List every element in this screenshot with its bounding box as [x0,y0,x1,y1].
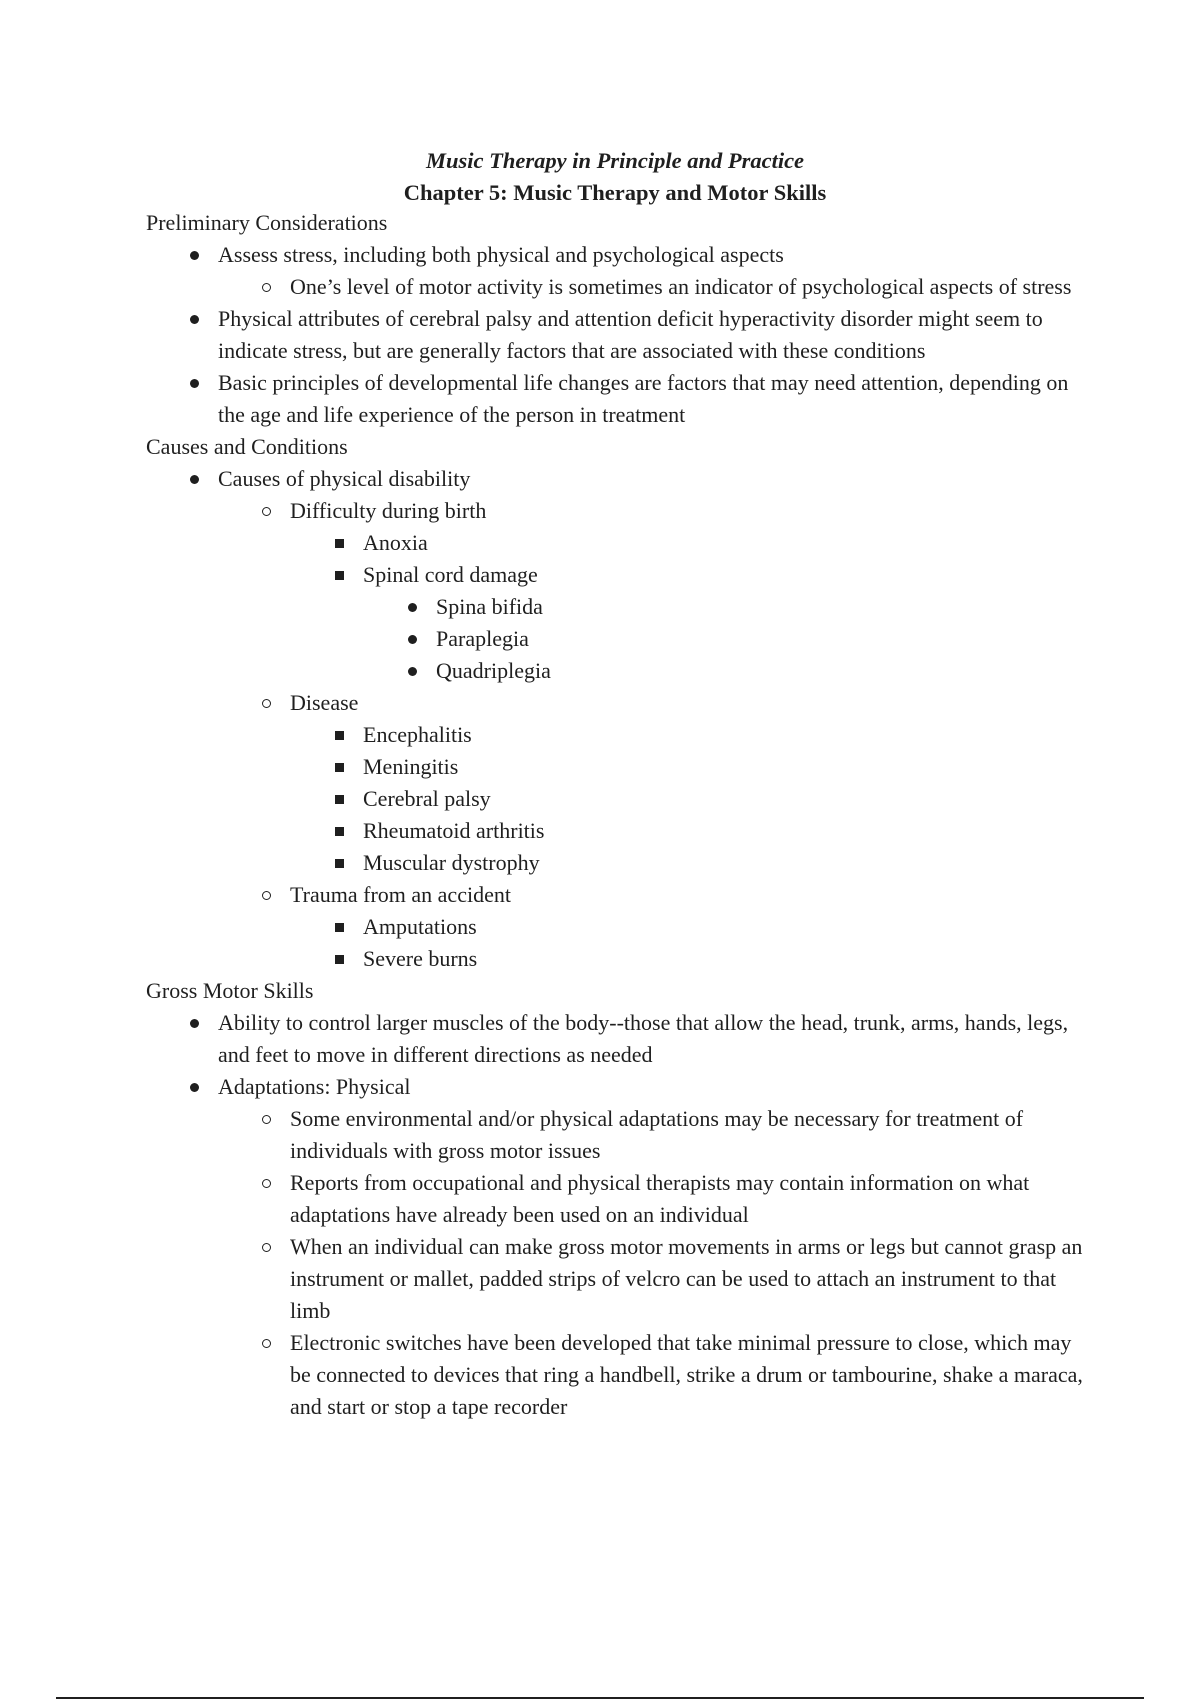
list-item-text: Trauma from an accident [290,882,511,907]
list-item-text: Encephalitis [363,722,472,747]
list-item-text: Paraplegia [436,626,529,651]
bullet-dot-icon [402,623,422,655]
bullet-circle-icon [256,1231,276,1263]
bullet-square-icon [329,751,349,783]
document-title: Music Therapy in Principle and Practice [425,148,805,173]
list-item-text: Anoxia [363,530,428,555]
list-item-text: Rheumatoid arthritis [363,818,545,843]
list-item-text: Amputations [363,914,477,939]
list-item [146,1327,1086,1423]
list-item [146,847,1086,879]
list-item-text: Reports from occupational and physical therapists may contain information on what adaptations have already been used on an individual [290,1170,1030,1227]
bullet-circle-icon [256,687,276,719]
section-list-preliminary [146,239,1086,431]
bullet-square-icon [329,527,349,559]
bullet-square-icon [329,943,349,975]
bullet-dot-icon [402,655,422,687]
bullet-dot-icon [184,239,204,271]
chapter-title: Chapter 5: Music Therapy and Motor Skills [403,180,827,205]
list-item-text: Spinal cord damage [363,562,538,587]
list-item [146,303,1086,367]
bullet-square-icon [329,719,349,751]
list-item-text: Disease [290,690,359,715]
bullet-circle-icon [256,1167,276,1199]
list-item [146,783,1086,815]
list-item-text: Assess stress, including both physical and psychological aspects [218,242,784,267]
list-item [146,751,1086,783]
bullet-dot-icon [402,591,422,623]
section-heading-preliminary: Preliminary Considerations [146,210,388,235]
bullet-circle-icon [256,495,276,527]
list-item [146,1231,1086,1327]
list-item-text: Some environmental and/or physical adaptations may be necessary for treatment of individuals with gross motor issues [290,1106,1024,1163]
list-item-text: Muscular dystrophy [363,850,540,875]
list-item-text: Meningitis [363,754,459,779]
list-item-text: When an individual can make gross motor movements in arms or legs but cannot grasp an instrument or mallet, padded strips of velcro can be used to attach an instrument to that limb [290,1234,1083,1323]
list-item-text: Basic principles of developmental life changes are factors that may need attention, depending on the age and life experience of the person in treatment [218,370,1069,427]
list-item-text: Electronic switches have been developed that take minimal pressure to close, which may be connected to devices that ring a handbell, strike a drum or tambourine, shake a maraca, and start or stop a tape recorder [290,1330,1083,1419]
list-item [146,1167,1086,1231]
list-item-text: Physical attributes of cerebral palsy and attention deficit hyperactivity disorder might seem to indicate stress, but are generally factors that are associated with these conditions [218,306,1043,363]
list-item [146,719,1086,751]
list-item [146,463,1086,495]
list-item [146,1007,1086,1071]
bullet-dot-icon [184,463,204,495]
list-item-text: Severe burns [363,946,478,971]
bullet-dot-icon [184,367,204,399]
bullet-circle-icon [256,879,276,911]
section-heading-causes: Causes and Conditions [146,434,348,459]
list-item [146,591,1086,623]
bullet-square-icon [329,783,349,815]
bullet-square-icon [329,847,349,879]
list-item [146,655,1086,687]
bullet-square-icon [329,911,349,943]
list-item [146,943,1086,975]
list-item [146,815,1086,847]
bullet-dot-icon [184,303,204,335]
section-list-gross-motor [146,1007,1086,1423]
list-item [146,559,1086,591]
list-item [146,239,1086,271]
bullet-circle-icon [256,1103,276,1135]
bullet-square-icon [329,559,349,591]
list-item [146,879,1086,911]
list-item [146,1071,1086,1103]
list-item-text: One’s level of motor activity is sometimes an indicator of psychological aspects of stress [290,274,1072,299]
list-item-text: Cerebral palsy [363,786,491,811]
list-item [146,687,1086,719]
list-item-text: Causes of physical disability [218,466,471,491]
title-block [0,145,1200,209]
list-item [146,367,1086,431]
list-item [146,527,1086,559]
list-item [146,271,1086,303]
section-list-causes [146,463,1086,975]
list-item-text: Quadriplegia [436,658,551,683]
bullet-dot-icon [184,1007,204,1039]
list-item-text: Ability to control larger muscles of the body--those that allow the head, trunk, arms, hands, legs, and feet to move in different directions as needed [218,1010,1069,1067]
list-item [146,1103,1086,1167]
document-body [146,207,1086,1423]
list-item-text: Adaptations: Physical [218,1074,411,1099]
section-heading-gross-motor: Gross Motor Skills [146,978,314,1003]
bullet-square-icon [329,815,349,847]
list-item-text: Difficulty during birth [290,498,487,523]
bullet-circle-icon [256,271,276,303]
bullet-dot-icon [184,1071,204,1103]
list-item [146,911,1086,943]
page-bottom-divider [56,1697,1144,1699]
list-item-text: Spina bifida [436,594,543,619]
bullet-circle-icon [256,1327,276,1359]
list-item [146,623,1086,655]
list-item [146,495,1086,527]
